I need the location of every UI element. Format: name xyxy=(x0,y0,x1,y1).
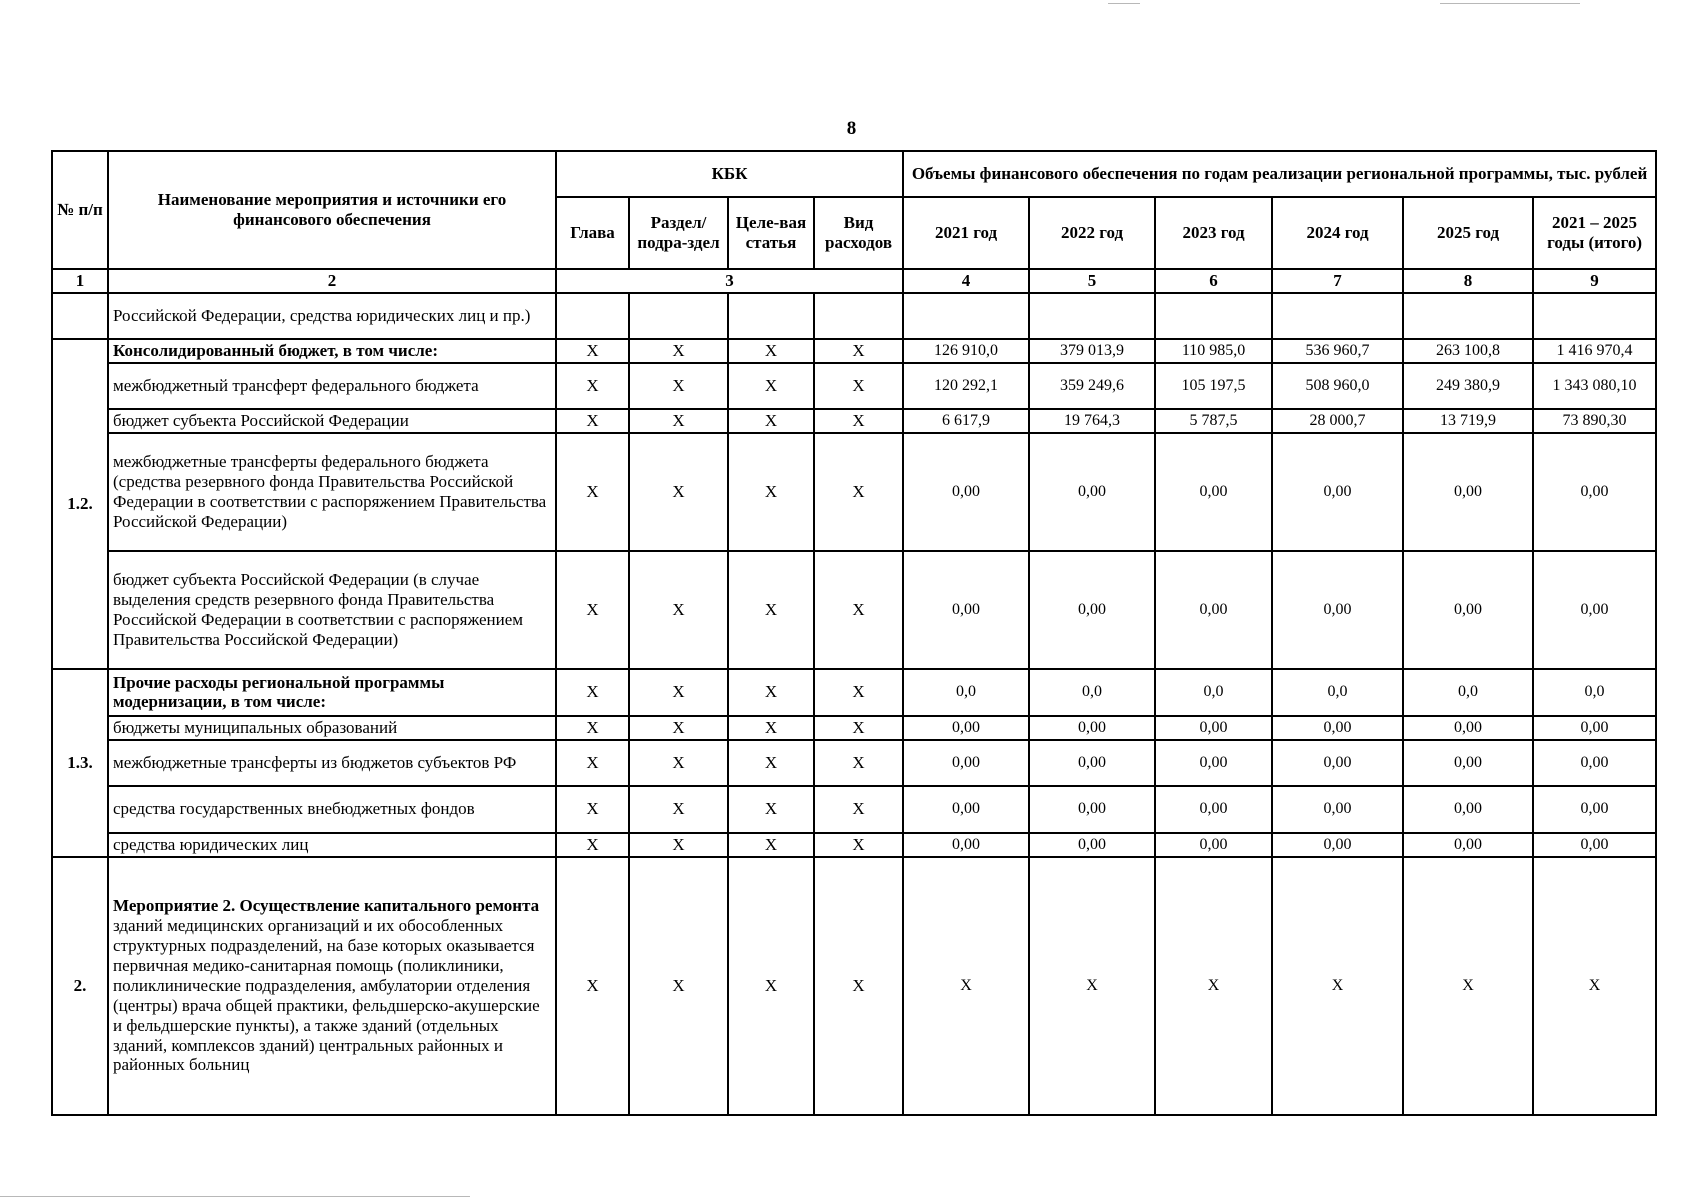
value-total: 73 890,30 xyxy=(1533,409,1656,433)
value-total: 1 343 080,10 xyxy=(1533,363,1656,409)
kbk-glava: Х xyxy=(556,786,629,833)
header-glava: Глава xyxy=(556,197,629,269)
value-total: 0,00 xyxy=(1533,716,1656,740)
value-total: 0,00 xyxy=(1533,740,1656,786)
value-2025: 0,0 xyxy=(1403,669,1533,716)
value-2025: Х xyxy=(1403,857,1533,1115)
kbk-razdel: Х xyxy=(629,786,728,833)
kbk-vid: Х xyxy=(814,409,903,433)
value-total: Х xyxy=(1533,857,1656,1115)
column-number: 4 xyxy=(903,269,1029,293)
value-2021: 0,00 xyxy=(903,433,1029,551)
kbk-vid: Х xyxy=(814,363,903,409)
value-2022: Х xyxy=(1029,857,1155,1115)
scan-artifact-bottom xyxy=(0,1196,470,1197)
row-name: Прочие расходы региональной программы модернизации, в том числе: xyxy=(108,669,556,716)
value-2025: 263 100,8 xyxy=(1403,339,1533,363)
value-2021: Х xyxy=(903,857,1029,1115)
table-row xyxy=(52,339,1656,363)
value-2025: 0,00 xyxy=(1403,833,1533,857)
row-index: 1.2. xyxy=(52,339,108,669)
kbk-razdel: Х xyxy=(629,339,728,363)
value-2022: 359 249,6 xyxy=(1029,363,1155,409)
value-2021: 0,00 xyxy=(903,833,1029,857)
row-name: Консолидированный бюджет, в том числе: xyxy=(108,339,556,363)
value-2024: 0,00 xyxy=(1272,716,1403,740)
kbk-glava: Х xyxy=(556,433,629,551)
column-number: 9 xyxy=(1533,269,1656,293)
value-2024: 0,00 xyxy=(1272,786,1403,833)
table-row xyxy=(52,293,1656,339)
kbk-vid: Х xyxy=(814,716,903,740)
value-2021: 0,00 xyxy=(903,740,1029,786)
kbk-glava: Х xyxy=(556,716,629,740)
table-row xyxy=(52,740,1656,786)
kbk-tselevaya: Х xyxy=(728,363,814,409)
kbk-vid: Х xyxy=(814,551,903,669)
value-2023: 0,00 xyxy=(1155,740,1272,786)
row-name: бюджет субъекта Российской Федерации xyxy=(108,409,556,433)
value-2022: 0,0 xyxy=(1029,669,1155,716)
value-2021: 126 910,0 xyxy=(903,339,1029,363)
row-name: бюджет субъекта Российской Федерации (в случае выделения средств резервного фонда Правительства Российской Федерации в соответствии с распоряжением Правительства Российской Федерации) xyxy=(108,551,556,669)
kbk-glava: Х xyxy=(556,551,629,669)
value-2025: 0,00 xyxy=(1403,551,1533,669)
row-index: 2. xyxy=(52,857,108,1115)
row-name-bold: Мероприятие 2. Осуществление капитального ремонта xyxy=(113,896,540,916)
column-number: 3 xyxy=(556,269,903,293)
kbk-vid: Х xyxy=(814,740,903,786)
value-2021: 6 617,9 xyxy=(903,409,1029,433)
kbk-tselevaya: Х xyxy=(728,433,814,551)
column-number: 1 xyxy=(52,269,108,293)
header-razdel: Раздел/ подра-здел xyxy=(629,197,728,269)
value-total: 0,0 xyxy=(1533,669,1656,716)
row-index: 1.3. xyxy=(52,669,108,857)
kbk-razdel: Х xyxy=(629,433,728,551)
column-number: 5 xyxy=(1029,269,1155,293)
value-2021: 0,00 xyxy=(903,716,1029,740)
row-name-rest: зданий медицинских организаций и их обособленных структурных подразделений, на базе которых оказывается первичная медико-санитарная помощь (поликлиники, поликлинические подразделения, амбулатории отделения (центры) врача общей практики, фельдшерско-акушерские и фельдшерские пункты), а также зданий (отдельных зданий, комплексов зданий) центральных районных и районных больниц xyxy=(113,916,540,1075)
value-2024: 0,00 xyxy=(1272,433,1403,551)
value-total: 0,00 xyxy=(1533,833,1656,857)
kbk-razdel: Х xyxy=(629,363,728,409)
header-vid: Вид расходов xyxy=(814,197,903,269)
header-year-2022: 2022 год xyxy=(1029,197,1155,269)
value-2024: 536 960,7 xyxy=(1272,339,1403,363)
kbk-razdel: Х xyxy=(629,669,728,716)
kbk-tselevaya: Х xyxy=(728,339,814,363)
value-2023: 105 197,5 xyxy=(1155,363,1272,409)
column-number: 8 xyxy=(1403,269,1533,293)
header-year-total: 2021 – 2025 годы (итого) xyxy=(1533,197,1656,269)
kbk-razdel: Х xyxy=(629,716,728,740)
value-2023: 0,00 xyxy=(1155,433,1272,551)
column-number: 2 xyxy=(108,269,556,293)
table-row xyxy=(52,551,1656,669)
value-2023: 0,00 xyxy=(1155,786,1272,833)
value-2023: 0,0 xyxy=(1155,669,1272,716)
kbk-tselevaya: Х xyxy=(728,669,814,716)
kbk-tselevaya: Х xyxy=(728,833,814,857)
page-number: 8 xyxy=(846,118,857,139)
value-2025: 0,00 xyxy=(1403,786,1533,833)
kbk-tselevaya: Х xyxy=(728,409,814,433)
table-row xyxy=(52,786,1656,833)
value-2023: 5 787,5 xyxy=(1155,409,1272,433)
value-2024: 28 000,7 xyxy=(1272,409,1403,433)
value-2025: 249 380,9 xyxy=(1403,363,1533,409)
kbk-tselevaya: Х xyxy=(728,857,814,1115)
header-name: Наименование мероприятия и источники его финансового обеспечения xyxy=(108,151,556,269)
kbk-vid: Х xyxy=(814,339,903,363)
value-2024: 508 960,0 xyxy=(1272,363,1403,409)
scan-artifact-top xyxy=(1108,3,1140,4)
value-2025: 13 719,9 xyxy=(1403,409,1533,433)
kbk-tselevaya: Х xyxy=(728,551,814,669)
kbk-glava: Х xyxy=(556,363,629,409)
row-name: Российской Федерации, средства юридических лиц и пр.) xyxy=(108,293,556,339)
column-number: 7 xyxy=(1272,269,1403,293)
kbk-glava: Х xyxy=(556,669,629,716)
kbk-tselevaya: Х xyxy=(728,740,814,786)
value-total: 0,00 xyxy=(1533,551,1656,669)
header-year-2025: 2025 год xyxy=(1403,197,1533,269)
header-tselevaya: Целе-вая статья xyxy=(728,197,814,269)
row-name xyxy=(108,857,556,1115)
column-number: 6 xyxy=(1155,269,1272,293)
value-2022 xyxy=(1029,293,1155,339)
header-kbk: КБК xyxy=(556,151,903,197)
value-2021 xyxy=(903,293,1029,339)
value-total xyxy=(1533,293,1656,339)
value-2021: 0,0 xyxy=(903,669,1029,716)
kbk-glava: Х xyxy=(556,339,629,363)
value-2021: 0,00 xyxy=(903,551,1029,669)
value-2023: Х xyxy=(1155,857,1272,1115)
value-total: 0,00 xyxy=(1533,433,1656,551)
value-2022: 0,00 xyxy=(1029,786,1155,833)
value-2022: 0,00 xyxy=(1029,833,1155,857)
kbk-glava: Х xyxy=(556,740,629,786)
table-row xyxy=(52,433,1656,551)
value-total: 1 416 970,4 xyxy=(1533,339,1656,363)
value-2025: 0,00 xyxy=(1403,433,1533,551)
kbk-vid xyxy=(814,293,903,339)
value-2023: 110 985,0 xyxy=(1155,339,1272,363)
row-name: межбюджетные трансферты федерального бюджета (средства резервного фонда Правительства Российской Федерации в соответствии с распоряжением Правительства Российской Федерации) xyxy=(108,433,556,551)
value-2025 xyxy=(1403,293,1533,339)
row-name: межбюджетный трансферт федерального бюджета xyxy=(108,363,556,409)
value-2023: 0,00 xyxy=(1155,551,1272,669)
kbk-razdel: Х xyxy=(629,740,728,786)
value-2024: Х xyxy=(1272,857,1403,1115)
value-2024: 0,00 xyxy=(1272,833,1403,857)
kbk-vid: Х xyxy=(814,669,903,716)
kbk-razdel: Х xyxy=(629,409,728,433)
value-2023: 0,00 xyxy=(1155,716,1272,740)
value-total: 0,00 xyxy=(1533,786,1656,833)
value-2024: 0,00 xyxy=(1272,740,1403,786)
table-row xyxy=(52,857,1656,1115)
row-name: бюджеты муниципальных образований xyxy=(108,716,556,740)
value-2022: 19 764,3 xyxy=(1029,409,1155,433)
value-2025: 0,00 xyxy=(1403,716,1533,740)
value-2024: 0,0 xyxy=(1272,669,1403,716)
header-year-2021: 2021 год xyxy=(903,197,1029,269)
kbk-glava: Х xyxy=(556,833,629,857)
kbk-tselevaya: Х xyxy=(728,716,814,740)
table-row xyxy=(52,669,1656,716)
row-name: межбюджетные трансферты из бюджетов субъектов РФ xyxy=(108,740,556,786)
kbk-vid: Х xyxy=(814,857,903,1115)
table-row xyxy=(52,716,1656,740)
kbk-razdel: Х xyxy=(629,551,728,669)
value-2022: 0,00 xyxy=(1029,716,1155,740)
kbk-glava: Х xyxy=(556,409,629,433)
value-2025: 0,00 xyxy=(1403,740,1533,786)
scan-artifact-top-right xyxy=(1440,3,1580,4)
table-row xyxy=(52,833,1656,857)
value-2021: 0,00 xyxy=(903,786,1029,833)
header-funding: Объемы финансового обеспечения по годам реализации региональной программы, тыс. рублей xyxy=(903,151,1656,197)
kbk-tselevaya xyxy=(728,293,814,339)
value-2023 xyxy=(1155,293,1272,339)
kbk-razdel: Х xyxy=(629,857,728,1115)
kbk-vid: Х xyxy=(814,786,903,833)
value-2024: 0,00 xyxy=(1272,551,1403,669)
kbk-glava: Х xyxy=(556,857,629,1115)
header-num: № п/п xyxy=(52,151,108,269)
row-name: средства юридических лиц xyxy=(108,833,556,857)
table-row xyxy=(52,363,1656,409)
kbk-razdel xyxy=(629,293,728,339)
value-2023: 0,00 xyxy=(1155,833,1272,857)
value-2021: 120 292,1 xyxy=(903,363,1029,409)
kbk-vid: Х xyxy=(814,433,903,551)
value-2022: 0,00 xyxy=(1029,551,1155,669)
header-year-2023: 2023 год xyxy=(1155,197,1272,269)
value-2022: 0,00 xyxy=(1029,740,1155,786)
table-row xyxy=(52,409,1656,433)
value-2022: 0,00 xyxy=(1029,433,1155,551)
row-name: средства государственных внебюджетных фондов xyxy=(108,786,556,833)
header-year-2024: 2024 год xyxy=(1272,197,1403,269)
kbk-vid: Х xyxy=(814,833,903,857)
funding-table xyxy=(51,150,1657,1116)
kbk-tselevaya: Х xyxy=(728,786,814,833)
kbk-glava xyxy=(556,293,629,339)
value-2024 xyxy=(1272,293,1403,339)
row-index xyxy=(52,293,108,339)
kbk-razdel: Х xyxy=(629,833,728,857)
value-2022: 379 013,9 xyxy=(1029,339,1155,363)
